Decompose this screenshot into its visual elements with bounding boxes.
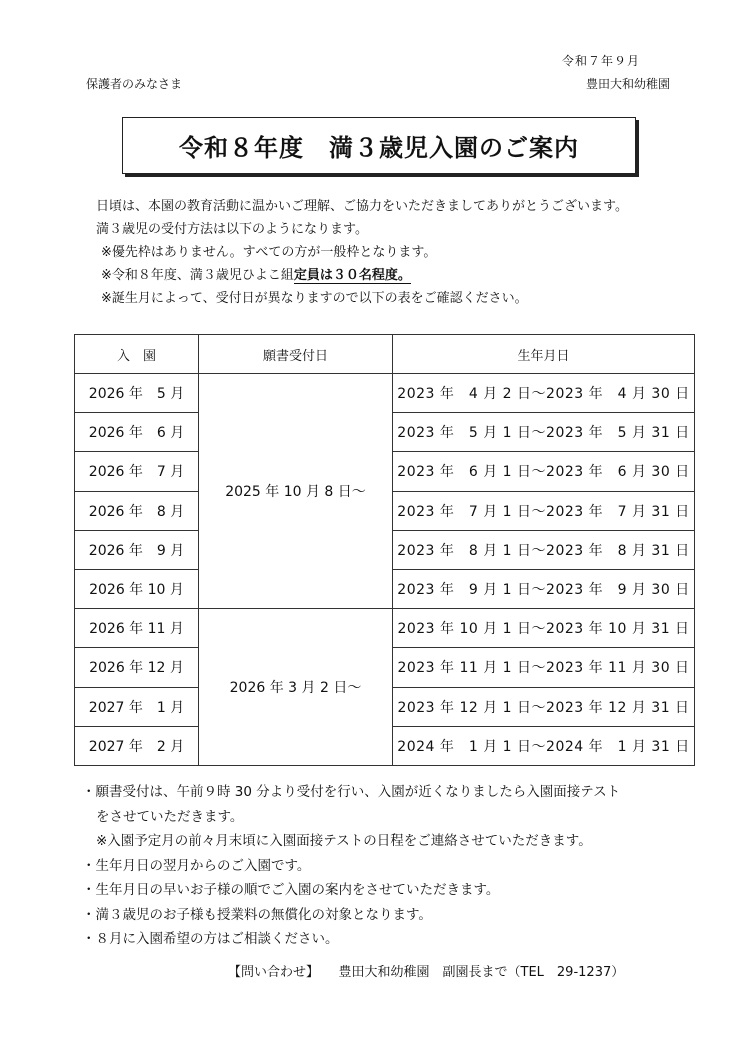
birth-range: 2023 年 7 月 1 日～2023 年 7 月 31 日	[393, 491, 695, 530]
reception-date: 2026 年 3 月 2 日～	[199, 609, 393, 766]
table-row	[75, 609, 695, 648]
admission-month: 2026 年 11 月	[75, 609, 199, 648]
birth-range: 2023 年 12 月 1 日～2023 年 12 月 31 日	[393, 687, 695, 726]
header-admission: 入 園	[75, 335, 199, 374]
contact-label: 【問い合わせ】	[228, 965, 320, 980]
birth-range: 2024 年 1 月 1 日～2024 年 1 月 31 日	[393, 726, 695, 765]
note-item: ・生年月日の早いお子様の順でご入園の案内をさせていただきます。	[82, 882, 500, 898]
header-reception-date: 願書受付日	[199, 335, 393, 374]
admission-month: 2026 年 9 月	[75, 530, 199, 569]
document-title	[122, 117, 636, 174]
admission-month: 2026 年 5 月	[75, 374, 199, 413]
admission-month: 2026 年 6 月	[75, 413, 199, 452]
intro-line: 日頃は、本園の教育活動に温かいご理解、ご協力をいただきましてありがとうございます。	[96, 199, 628, 214]
intro-note: ※優先枠はありません。すべての方が一般枠となります。	[101, 245, 437, 260]
admission-month: 2026 年 10 月	[75, 569, 199, 608]
table-header-row	[75, 335, 695, 374]
organization-name: 豊田大和幼稚園	[585, 77, 670, 91]
addressee: 保護者のみなさま	[86, 77, 183, 91]
birth-range: 2023 年 5 月 1 日～2023 年 5 月 31 日	[393, 413, 695, 452]
birth-range: 2023 年 4 月 2 日～2023 年 4 月 30 日	[393, 374, 695, 413]
note-item: ・８月に入園希望の方はご相談ください。	[82, 931, 339, 947]
capacity-prefix: ※令和８年度、満３歳児ひよこ組	[101, 268, 294, 283]
birth-range: 2023 年 8 月 1 日～2023 年 8 月 31 日	[393, 530, 695, 569]
intro-section	[96, 195, 696, 310]
admission-month: 2026 年 12 月	[75, 648, 199, 687]
contact-text: 豊田大和幼稚園 副園長まで（TEL 29-1237）	[338, 965, 625, 980]
capacity-emphasis: 定員は３０名程度。	[293, 268, 411, 283]
table-row	[75, 374, 695, 413]
admission-month: 2027 年 2 月	[75, 726, 199, 765]
note-item: ・満３歳児のお子様も授業料の無償化の対象となります。	[82, 906, 432, 923]
reception-date: 2025 年 10 月 8 日～	[199, 374, 393, 609]
birth-range: 2023 年 9 月 1 日～2023 年 9 月 30 日	[393, 569, 695, 608]
admission-month: 2026 年 7 月	[75, 452, 199, 491]
note-item: ・願書受付は、午前９時 30 分より受付を行い、入園が近くなりましたら入園面接テスト	[82, 784, 621, 800]
contact-line	[228, 961, 624, 980]
note-item-continued: をさせていただきます。	[96, 808, 244, 825]
admission-schedule-table	[74, 334, 695, 766]
birth-range: 2023 年 6 月 1 日～2023 年 6 月 30 日	[393, 452, 695, 491]
issue-date: 令和７年９月	[561, 54, 640, 68]
title-text: 令和８年度 満３歳児入園のご案内	[179, 134, 579, 162]
header-birth-date: 生年月日	[393, 335, 695, 374]
notes-section	[82, 780, 702, 952]
note-subnote: ※入園予定月の前々月末頃に入園面接テストの日程をご連絡させていただきます。	[96, 833, 592, 849]
intro-line: 満３歳児の受付方法は以下のようになります。	[96, 222, 368, 237]
birth-range: 2023 年 11 月 1 日～2023 年 11 月 30 日	[393, 648, 695, 687]
birth-range: 2023 年 10 月 1 日～2023 年 10 月 31 日	[393, 609, 695, 648]
admission-month: 2027 年 1 月	[75, 687, 199, 726]
note-item: ・生年月日の翌月からのご入園です。	[82, 857, 311, 874]
intro-note-capacity	[96, 264, 696, 287]
admission-month: 2026 年 8 月	[75, 491, 199, 530]
intro-note: ※誕生月によって、受付日が異なりますので以下の表をご確認ください。	[101, 291, 528, 306]
